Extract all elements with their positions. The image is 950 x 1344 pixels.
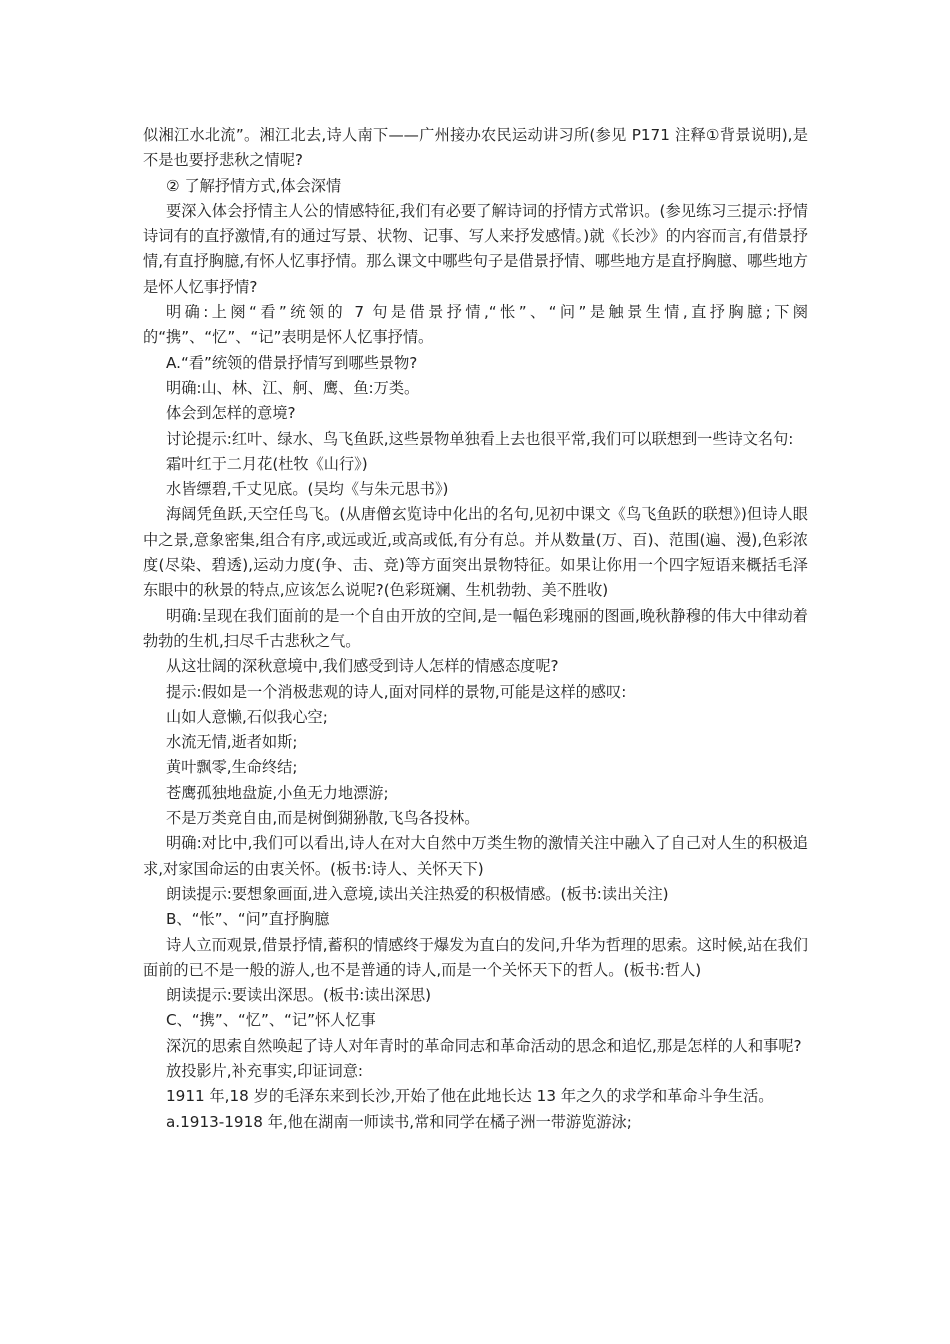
paragraph-13: 从这壮阔的深秋意境中,我们感受到诗人怎样的情感态度呢? xyxy=(166,657,559,676)
paragraph-28: 1911 年,18 岁的毛泽东来到长沙,开始了他在此地长达 13 年之久的求学和革命斗争生活。 xyxy=(166,1087,774,1106)
paragraph-14: 提示:假如是一个消极悲观的诗人,面对同样的景物,可能是这样的感叹: xyxy=(166,682,627,701)
paragraph-2: ② 了解抒情方式,体会深情 xyxy=(166,176,342,195)
paragraph-26: 深沉的思索自然唤起了诗人对年青时的革命同志和革命活动的思念和追忆,那是怎样的人和事呢? xyxy=(166,1036,802,1055)
paragraph-9: 霜叶红于二月花(杜牧《山行》) xyxy=(166,454,368,473)
paragraph-10: 水皆缥碧,千丈见底。(吴均《与朱元思书》) xyxy=(166,480,449,499)
paragraph-1: 似湘江水北流”。湘江北去,诗人南下——广州接办农民运动讲习所(参见 P171 注释①背景说明),是不是也要抒悲秋之情呢? xyxy=(143,126,808,170)
paragraph-18: 苍鹰孤独地盘旋,小鱼无力地漂游; xyxy=(166,783,389,802)
paragraph-17: 黄叶飘零,生命终结; xyxy=(166,758,298,777)
document-body xyxy=(143,123,808,1135)
paragraph-24: 朗读提示:要读出深思。(板书:读出深思) xyxy=(166,986,432,1005)
paragraph-29: a.1913-1918 年,他在湖南一师读书,常和同学在橘子洲一带游览游泳; xyxy=(166,1112,632,1131)
paragraph-8: 讨论提示:红叶、绿水、鸟飞鱼跃,这些景物单独看上去也很平常,我们可以联想到一些诗文名句: xyxy=(166,429,794,448)
paragraph-16: 水流无情,逝者如斯; xyxy=(166,733,298,752)
paragraph-22: B、“怅”、“问”直抒胸臆 xyxy=(166,910,330,929)
paragraph-15: 山如人意懒,石似我心空; xyxy=(166,707,328,726)
paragraph-12: 明确:呈现在我们面前的是一个自由开放的空间,是一幅色彩瑰丽的图画,晚秋静穆的伟大中律动着勃勃的生机,扫尽千古悲秋之气。 xyxy=(143,606,808,650)
paragraph-19: 不是万类竞自由,而是树倒猢狲散,飞鸟各投林。 xyxy=(166,809,480,828)
paragraph-6: 明确:山、林、江、舸、鹰、鱼:万类。 xyxy=(166,378,420,397)
paragraph-4: 明确:上阕“看”统领的 7 句是借景抒情,“怅”、“问”是触景生情,直抒胸臆;下阕的“携”、“忆”、“记”表明是怀人忆事抒情。 xyxy=(143,303,808,347)
paragraph-20: 明确:对比中,我们可以看出,诗人在对大自然中万类生物的激情关注中融入了自己对人生的积极追求,对家国命运的由衷关怀。(板书:诗人、关怀天下) xyxy=(143,834,808,878)
paragraph-5: A.“看”统领的借景抒情写到哪些景物? xyxy=(166,353,418,372)
paragraph-23: 诗人立而观景,借景抒情,蓄积的情感终于爆发为直白的发问,升华为哲理的思索。这时候,站在我们面前的已不是一般的游人,也不是普通的诗人,而是一个关怀天下的哲人。(板书:哲人) xyxy=(143,935,808,979)
paragraph-27: 放投影片,补充事实,印证词意: xyxy=(166,1061,364,1080)
paragraph-3: 要深入体会抒情主人公的情感特征,我们有必要了解诗词的抒情方式常识。(参见练习三提示:抒情诗词有的直抒激情,有的通过写景、状物、记事、写人来抒发感情。)就《长沙》的内容而言,有借景抒情,有直抒胸臆,有怀人忆事抒情。那么课文中哪些句子是借景抒情、哪些地方是直抒胸臆、哪些地方是怀人忆事抒情? xyxy=(143,201,808,296)
paragraph-21: 朗读提示:要想象画面,进入意境,读出关注热爱的积极情感。(板书:读出关注) xyxy=(166,884,669,903)
paragraph-7: 体会到怎样的意境? xyxy=(166,404,296,423)
paragraph-25: C、“携”、“忆”、“记”怀人忆事 xyxy=(166,1011,376,1030)
paragraph-11: 海阔凭鱼跃,天空任鸟飞。(从唐僧玄览诗中化出的名句,见初中课文《鸟飞鱼跃的联想》)但诗人眼中之景,意象密集,组合有序,或远或近,或高或低,有分有总。并从数量(万、百)、范围(遍、漫),色彩浓度(尽染、碧透),运动力度(争、击、竞)等方面突出景物特征。如果让你用一个四字短语来概括毛泽东眼中的秋景的特点,应该怎么说呢?(色彩斑斓、生机勃勃、美不胜收) xyxy=(143,505,808,600)
